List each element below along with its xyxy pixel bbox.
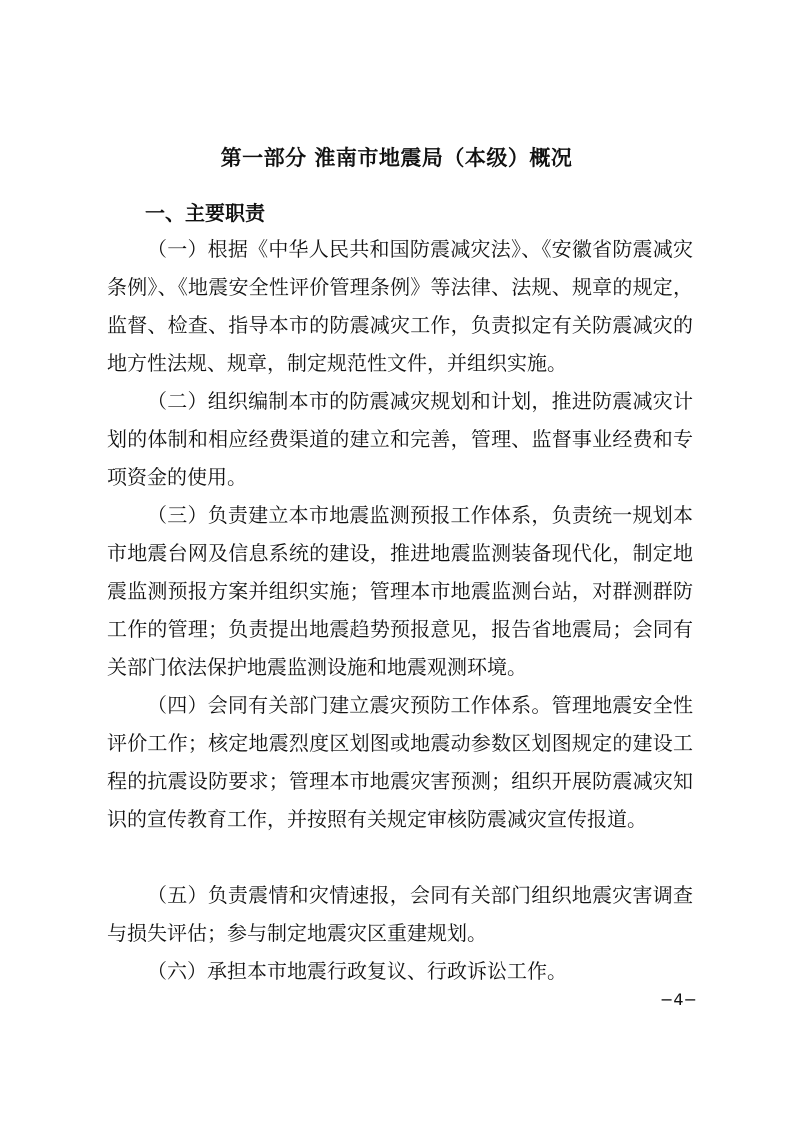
page-number: −4− [660,990,697,1009]
paragraph-1: （一）根据《中华人民共和国防震减灾法》、《安徽省防震减灾条例》、《地震安全性评价管理条例》等法律、法规、规章的规定，监督、检查、指导本市的防震减灾工作，负责拟定有关防震减灾的地方性法规、规章，制定规范性文件，并组织实施。 [107,237,693,375]
paragraph-5: （五）负责震情和灾情速报，会同有关部门组织地震灾害调查与损失评估；参与制定地震灾区重建规划。 [107,883,693,945]
paragraph-4: （四）会同有关部门建立震灾预防工作体系。管理地震安全性评价工作；核定地震烈度区划图或地震动参数区划图规定的建设工程的抗震设防要求；管理本市地震灾害预测；组织开展防震减灾知识的宣传教育工作，并按照有关规定审核防震减灾宣传报道。 [107,693,693,831]
paragraph-6: （六）承担本市地震行政复议、行政诉讼工作。 [147,959,567,983]
paragraph-3: （三）负责建立本市地震监测预报工作体系，负责统一规划本市地震台网及信息系统的建设，推进地震监测装备现代化，制定地震监测预报方案并组织实施；管理本市地震监测台站，对群测群防工作的管理；负责提出地震趋势预报意见，报告省地震局；会同有关部门依法保护地震监测设施和地震观测环境。 [107,503,693,679]
page-title: 第一部分 淮南市地震局（本级）概况 [220,146,573,170]
section-heading: 一、主要职责 [145,201,265,225]
paragraph-2: （二）组织编制本市的防震减灾规划和计划，推进防震减灾计划的体制和相应经费渠道的建立和完善，管理、监督事业经费和专项资金的使用。 [107,389,693,489]
